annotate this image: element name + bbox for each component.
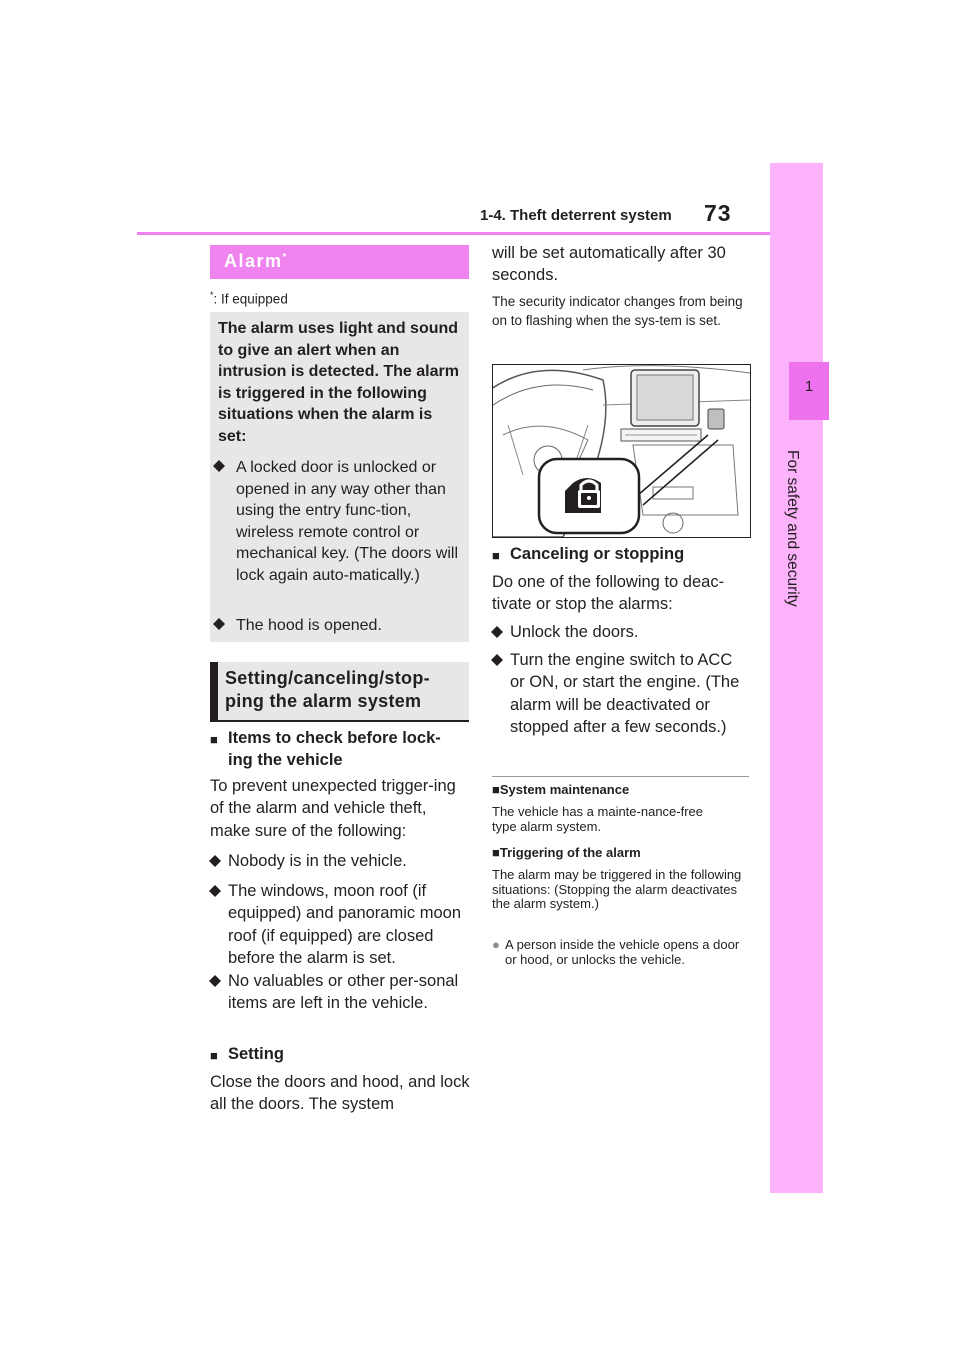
diamond-bullet-icon <box>209 855 221 867</box>
canceling-heading <box>492 543 752 565</box>
alarm-info-bullet <box>236 457 458 586</box>
alarm-title-mark: * <box>282 252 287 263</box>
maintenance-text: The vehicle has a mainte-nance-free type alarm system. <box>492 804 704 834</box>
alarm-title <box>224 251 286 272</box>
setting-title <box>225 667 465 713</box>
footnote-text: : If equipped <box>213 291 288 307</box>
circle-bullet-icon: ● <box>492 937 500 952</box>
canceling-bullet-text: Turn the engine switch to ACC or ON, or start the engine. (The alarm will be deactivated or stopped after a few seconds.) <box>510 651 740 736</box>
diamond-bullet-icon <box>491 654 503 666</box>
dashboard-illustration <box>493 365 750 537</box>
notes-divider <box>492 776 749 777</box>
square-bullet-icon: ■ <box>492 845 500 860</box>
chapter-number: 1 <box>804 378 814 395</box>
alarm-title-text: Alarm <box>224 251 283 271</box>
header-rule <box>137 232 770 235</box>
setting-title-line: Setting/canceling/stop- <box>225 668 430 688</box>
setting-title-underline <box>210 720 469 722</box>
diamond-bullet-icon <box>213 618 225 630</box>
diamond-bullet-icon <box>213 460 225 472</box>
square-bullet-icon: ■ <box>210 1048 218 1063</box>
diamond-bullet-icon <box>209 885 221 897</box>
items-check-heading <box>210 727 470 772</box>
canceling-bullet <box>510 621 750 643</box>
canceling-bullet-text: Unlock the doors. <box>510 623 639 641</box>
alarm-info-bullet <box>236 615 458 637</box>
chapter-label: For safety and security <box>784 450 801 607</box>
square-bullet-icon: ■ <box>492 548 500 563</box>
chapter-tab <box>770 163 823 1193</box>
footnote <box>210 290 288 307</box>
setting-title-line: ping the alarm system <box>225 691 422 711</box>
alarm-info-bullet-text: A locked door is unlocked or opened in any way other than using the entry func-tion, wireless remote control or mechanical key. (The doors will lock again auto-matically.) <box>236 459 459 584</box>
page-number: 73 <box>704 200 732 226</box>
setting-heading-text: Setting <box>228 1045 284 1063</box>
security-indicator-illustration <box>492 364 751 538</box>
setting-text-continued: will be set automatically after 30 seconds. <box>492 244 726 285</box>
items-check-bullet <box>228 850 468 872</box>
indicator-note: The security indicator changes from being on to flashing when the sys-tem is set. <box>492 294 743 328</box>
canceling-intro: Do one of the following to deac-tivate or stop the alarms: <box>492 573 725 614</box>
items-check-bullet-text: The windows, moon roof (if equipped) and panoramic moon roof (if equipped) are closed before the alarm is set. <box>228 882 461 967</box>
maintenance-heading-text: System maintenance <box>499 782 630 797</box>
items-check-heading-line: Items to check before lock- <box>228 729 441 747</box>
trigger-text: The alarm may be triggered in the following situations: (Stopping the alarm deactivates the alarm system.) <box>492 867 742 911</box>
footnote-mark: * <box>210 290 214 300</box>
trigger-bullet <box>492 937 750 967</box>
setting-heading <box>210 1043 470 1065</box>
alarm-info-heading: The alarm uses light and sound to give an alert when an intrusion is detected. The alarm is triggered in the following situations when the alarm is set: <box>218 320 459 445</box>
items-check-bullet <box>228 880 468 969</box>
items-check-heading-line: ing the vehicle <box>228 751 343 770</box>
items-check-bullet-text: Nobody is in the vehicle. <box>228 852 407 870</box>
diamond-bullet-icon <box>209 975 221 987</box>
canceling-bullet <box>510 649 750 738</box>
trigger-heading-text: Triggering of the alarm <box>499 845 641 860</box>
square-bullet-icon: ■ <box>210 732 218 747</box>
diamond-bullet-icon <box>491 626 503 638</box>
square-bullet-icon: ■ <box>492 782 500 797</box>
setting-text: Close the doors and hood, and lock all the doors. The system <box>210 1073 470 1114</box>
trigger-bullet-text: A person inside the vehicle opens a door or hood, or unlocks the vehicle. <box>505 937 740 967</box>
canceling-heading-text: Canceling or stopping <box>510 545 685 563</box>
trigger-heading <box>492 845 752 861</box>
section-heading: 1-4. Theft deterrent system <box>480 207 672 224</box>
items-check-intro: To prevent unexpected trigger-ing of the alarm and vehicle theft, make sure of the following: <box>210 777 456 840</box>
maintenance-heading <box>492 782 752 798</box>
items-check-bullet-text: No valuables or other per-sonal items are left in the vehicle. <box>228 972 459 1013</box>
items-check-bullet <box>228 970 468 1015</box>
setting-title-marker <box>210 662 218 720</box>
alarm-info-bullet-text: The hood is opened. <box>236 617 382 634</box>
